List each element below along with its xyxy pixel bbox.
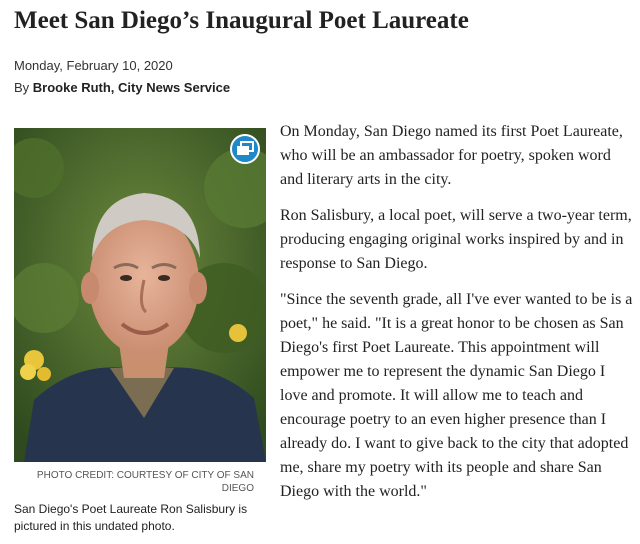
byline (14, 80, 230, 96)
portrait-image (14, 128, 266, 462)
photo-credit: PHOTO CREDIT: COURTESY OF CITY OF SAN DIEGO (36, 470, 254, 494)
byline-author[interactable]: Brooke Ruth (32, 80, 111, 95)
article-paragraph: On Monday, San Diego named its first Poet Laureate, who will be an ambassador for poetry, spoken word and literary arts in the city. (280, 123, 623, 188)
article-body (280, 120, 636, 516)
article-title: Meet San Diego’s Inaugural Poet Laureate (14, 7, 469, 34)
article-paragraph: "Since the seventh grade, all I've ever wanted to be is a poet," he said. "It is a great honor to be chosen as San Diego's first Poet Laureate. This appointment will empower me to represent the dynamic San Diego I love and promote. It will allow me to teach and encourage poetry to an even higher presence than I already do. I want to give back to the city that adopted me, share my poetry with its people and share San Diego with the world." (280, 291, 633, 500)
byline-outlet[interactable]: City News Service (118, 80, 231, 95)
article-date: Monday, February 10, 2020 (14, 58, 173, 73)
photo-caption: San Diego's Poet Laureate Ron Salisbury is pictured in this undated photo. (14, 502, 248, 533)
gallery-button[interactable] (230, 134, 260, 164)
article-paragraph: Ron Salisbury, a local poet, will serve a two-year term, producing engaging original works inspired by and in response to San Diego. (280, 207, 632, 272)
article-photo[interactable] (14, 128, 266, 462)
byline-prefix: By (14, 80, 30, 95)
byline-separator: , (110, 80, 115, 95)
gallery-icon (236, 141, 254, 157)
